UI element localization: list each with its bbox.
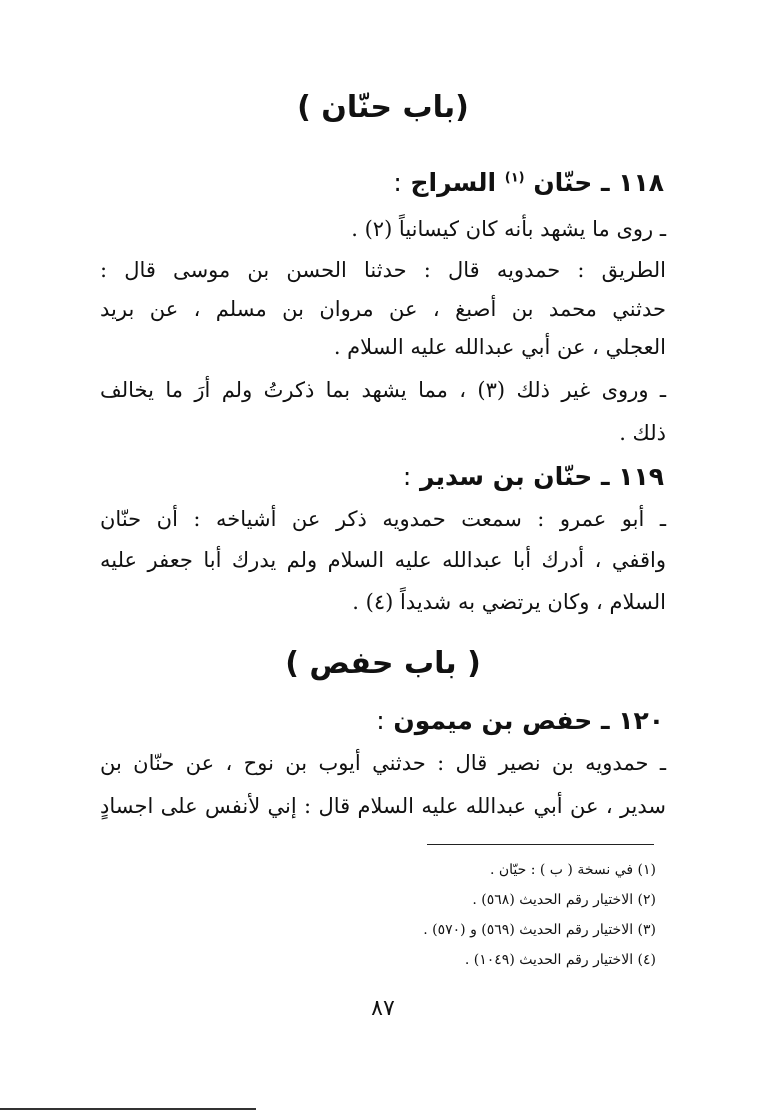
page-number: ٨٧: [371, 996, 395, 1021]
entry-119-line-1: ـ أبو عمرو : سمعت حمدويه ذكر عن أشياخه : أن حنّان: [100, 507, 666, 531]
entry-118-line-6: ذلك .: [619, 421, 666, 445]
entry-118-name-tail: السراج: [410, 168, 497, 197]
entry-119-line-3: السلام ، وكان يرتضي به شديداً (٤) .: [352, 590, 666, 614]
entry-119-number-name: ١١٩ ـ حنّان بن سدير: [420, 462, 664, 491]
entry-118-number-name: ١١٨ ـ حنّان: [533, 168, 664, 197]
entry-119-colon: :: [402, 462, 412, 491]
entry-118-line-2: الطريق : حمدويه قال : حدثنا الحسن بن موسى قال :: [100, 258, 666, 282]
entry-120-line-1: ـ حمدويه بن نصير قال : حدثني أيوب بن نوح ، عن حنّان بن: [100, 751, 666, 775]
footnote-4: (٤) الاختيار رقم الحديث (١٠٤٩) .: [464, 952, 656, 968]
entry-119-line-2: واقفي ، أدرك أبا عبدالله عليه السلام ولم يدرك أبا جعفر عليه: [100, 548, 666, 572]
footnote-separator: [427, 844, 654, 845]
chapter-title-hafs: ( باب حفص ): [285, 646, 481, 681]
entry-118-colon: :: [393, 168, 402, 197]
entry-120-colon: :: [376, 706, 385, 735]
entry-119-heading: [403, 462, 664, 491]
footnote-2: (٢) الاختيار رقم الحديث (٥٦٨) .: [472, 892, 656, 908]
entry-118-line-5: ـ وروى غير ذلك (٣) ، مما يشهد بما ذكرتُ ولم أرَ ما يخالف: [100, 378, 667, 402]
chapter-title-hannan: (باب حنّان ): [297, 90, 469, 125]
entry-120-number-name: ١٢٠ ـ حفص بن ميمون: [393, 706, 664, 735]
footnote-ref-1: (١): [504, 170, 525, 186]
entry-120-heading: [376, 706, 664, 735]
entry-118-line-1: ـ روى ما يشهد بأنه كان كيسانياً (٢) .: [351, 217, 666, 241]
entry-118-line-3: حدثني محمد بن أصبغ ، عن مروان بن مسلم ، عن بريد: [100, 297, 666, 321]
bottom-rule: [0, 1108, 256, 1110]
entry-118-heading: [393, 168, 664, 197]
footnote-1: (١) في نسخة ( ب ) : حيّان .: [489, 862, 656, 878]
footnote-3: (٣) الاختيار رقم الحديث (٥٦٩) و (٥٧٠) .: [423, 922, 656, 938]
entry-118-line-4: العجلي ، عن أبي عبدالله عليه السلام .: [333, 335, 666, 359]
entry-120-line-2: سدير ، عن أبي عبدالله عليه السلام قال : إني لأنفس على اجسادٍ: [100, 794, 666, 818]
